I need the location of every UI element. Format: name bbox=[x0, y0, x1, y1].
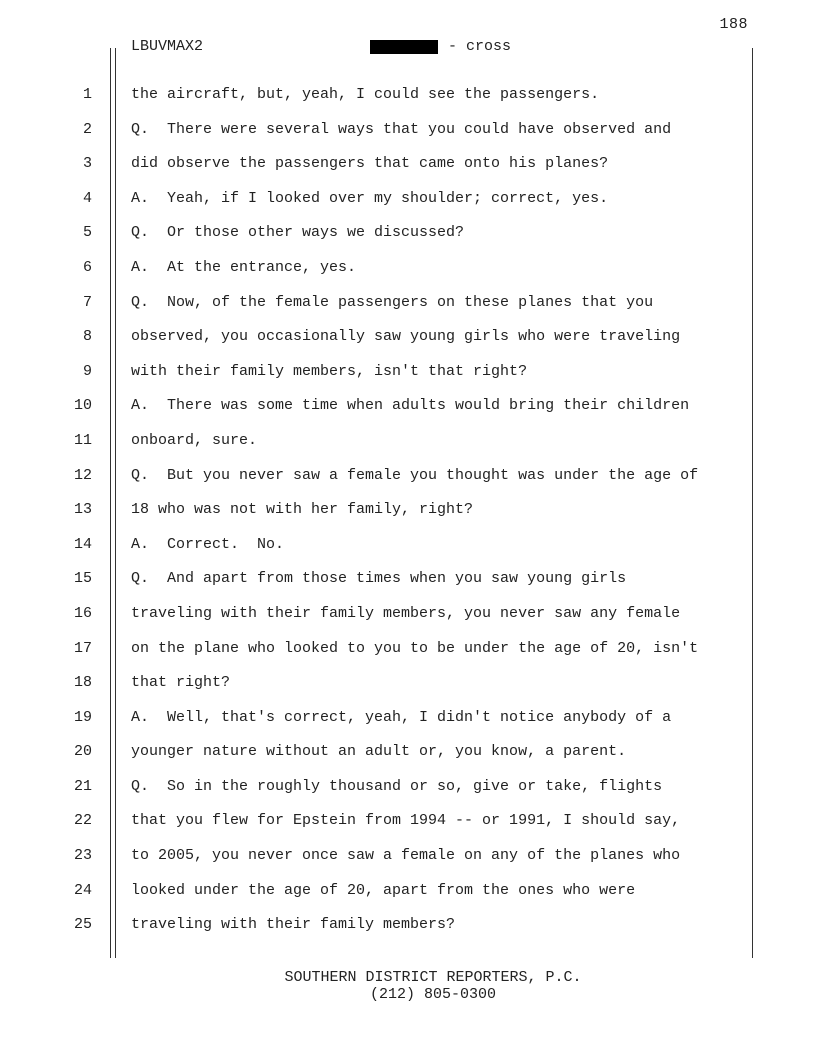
line-text: that right? bbox=[131, 674, 231, 692]
transcript-line bbox=[0, 632, 816, 667]
transcript-line bbox=[0, 874, 816, 909]
line-text: observed, you occasionally saw young girls who were traveling bbox=[131, 328, 681, 346]
line-number: 1 bbox=[82, 86, 92, 103]
line-number: 15 bbox=[73, 570, 92, 588]
line-text: A. Correct. No. bbox=[131, 535, 285, 553]
footer-reporter-name: SOUTHERN DISTRICT REPORTERS, P.C. bbox=[284, 969, 582, 986]
page-number: 188 bbox=[719, 16, 748, 33]
transcript-line bbox=[0, 113, 816, 148]
line-text: Q. Or those other ways we discussed? bbox=[131, 224, 465, 242]
line-number: 22 bbox=[73, 812, 92, 830]
line-number: 18 bbox=[73, 674, 92, 692]
line-number: 17 bbox=[73, 639, 92, 657]
line-number: 12 bbox=[73, 466, 92, 484]
line-text: traveling with their family members, you never saw any female bbox=[131, 604, 681, 622]
line-number: 9 bbox=[82, 362, 92, 380]
transcript-line bbox=[0, 216, 816, 251]
transcript-line bbox=[0, 562, 816, 597]
transcript-line bbox=[0, 286, 816, 321]
transcript-line bbox=[0, 770, 816, 805]
line-text: Q. And apart from those times when you saw young girls bbox=[131, 570, 627, 588]
line-text: A. There was some time when adults would bring their children bbox=[131, 397, 690, 415]
line-number: 24 bbox=[73, 881, 92, 899]
header-witness bbox=[370, 38, 511, 55]
line-text: traveling with their family members? bbox=[131, 916, 456, 934]
transcript-line bbox=[0, 147, 816, 182]
line-text: A. Well, that's correct, yeah, I didn't notice anybody of a bbox=[131, 708, 672, 726]
line-text: Q. There were several ways that you could have observed and bbox=[131, 120, 672, 138]
line-number: 13 bbox=[73, 501, 92, 519]
transcript-line bbox=[0, 389, 816, 424]
transcript-line bbox=[0, 355, 816, 390]
line-text: Q. Now, of the female passengers on these planes that you bbox=[131, 293, 654, 311]
transcript-line bbox=[0, 528, 816, 563]
line-number: 10 bbox=[73, 397, 92, 415]
transcript-line bbox=[0, 666, 816, 701]
line-text: Q. But you never saw a female you thought was under the age of bbox=[131, 466, 699, 484]
header-witness-suffix: - cross bbox=[448, 38, 512, 55]
line-number: 3 bbox=[82, 155, 92, 173]
line-text: looked under the age of 20, apart from the ones who were bbox=[131, 881, 636, 899]
transcript-lines bbox=[0, 78, 816, 943]
transcript-line bbox=[0, 701, 816, 736]
transcript-line bbox=[0, 804, 816, 839]
header-case-code: LBUVMAX2 bbox=[131, 38, 204, 55]
line-text: on the plane who looked to you to be under the age of 20, isn't bbox=[131, 639, 699, 657]
line-text: younger nature without an adult or, you know, a parent. bbox=[131, 743, 627, 761]
line-number: 8 bbox=[82, 328, 92, 346]
footer-phone: (212) 805-0300 bbox=[369, 986, 497, 1003]
transcript-line bbox=[0, 597, 816, 632]
line-number: 23 bbox=[73, 847, 92, 865]
line-text: 18 who was not with her family, right? bbox=[131, 501, 474, 519]
line-number: 20 bbox=[73, 743, 92, 761]
footer bbox=[0, 969, 816, 1003]
line-number: 2 bbox=[82, 120, 92, 138]
transcript-line bbox=[0, 251, 816, 286]
line-number: 4 bbox=[82, 189, 92, 207]
line-number: 21 bbox=[73, 777, 92, 795]
line-number: 5 bbox=[82, 224, 92, 242]
line-number: 7 bbox=[82, 293, 92, 311]
line-text: with their family members, isn't that right? bbox=[131, 362, 528, 380]
transcript-line bbox=[0, 459, 816, 494]
transcript-line bbox=[0, 908, 816, 943]
line-number: 6 bbox=[82, 258, 92, 276]
line-number: 14 bbox=[73, 535, 92, 553]
line-number: 11 bbox=[73, 431, 92, 449]
line-text: A. Yeah, if I looked over my shoulder; correct, yes. bbox=[131, 189, 609, 207]
redaction-bar bbox=[370, 40, 438, 54]
transcript-line bbox=[0, 493, 816, 528]
transcript-line bbox=[0, 424, 816, 459]
transcript-line bbox=[0, 839, 816, 874]
line-text: the aircraft, but, yeah, I could see the passengers. bbox=[131, 86, 600, 103]
line-text: to 2005, you never once saw a female on any of the planes who bbox=[131, 847, 681, 865]
line-text: A. At the entrance, yes. bbox=[131, 258, 357, 276]
transcript-line bbox=[0, 182, 816, 217]
transcript-line bbox=[0, 735, 816, 770]
line-text: onboard, sure. bbox=[131, 431, 258, 449]
line-number: 19 bbox=[73, 708, 92, 726]
line-text: Q. So in the roughly thousand or so, give or take, flights bbox=[131, 777, 663, 795]
line-text: that you flew for Epstein from 1994 -- or 1991, I should say, bbox=[131, 812, 681, 830]
transcript-line bbox=[0, 78, 816, 113]
line-number: 25 bbox=[73, 916, 92, 934]
line-number: 16 bbox=[73, 604, 92, 622]
transcript-line bbox=[0, 320, 816, 355]
line-text: did observe the passengers that came onto his planes? bbox=[131, 155, 609, 173]
